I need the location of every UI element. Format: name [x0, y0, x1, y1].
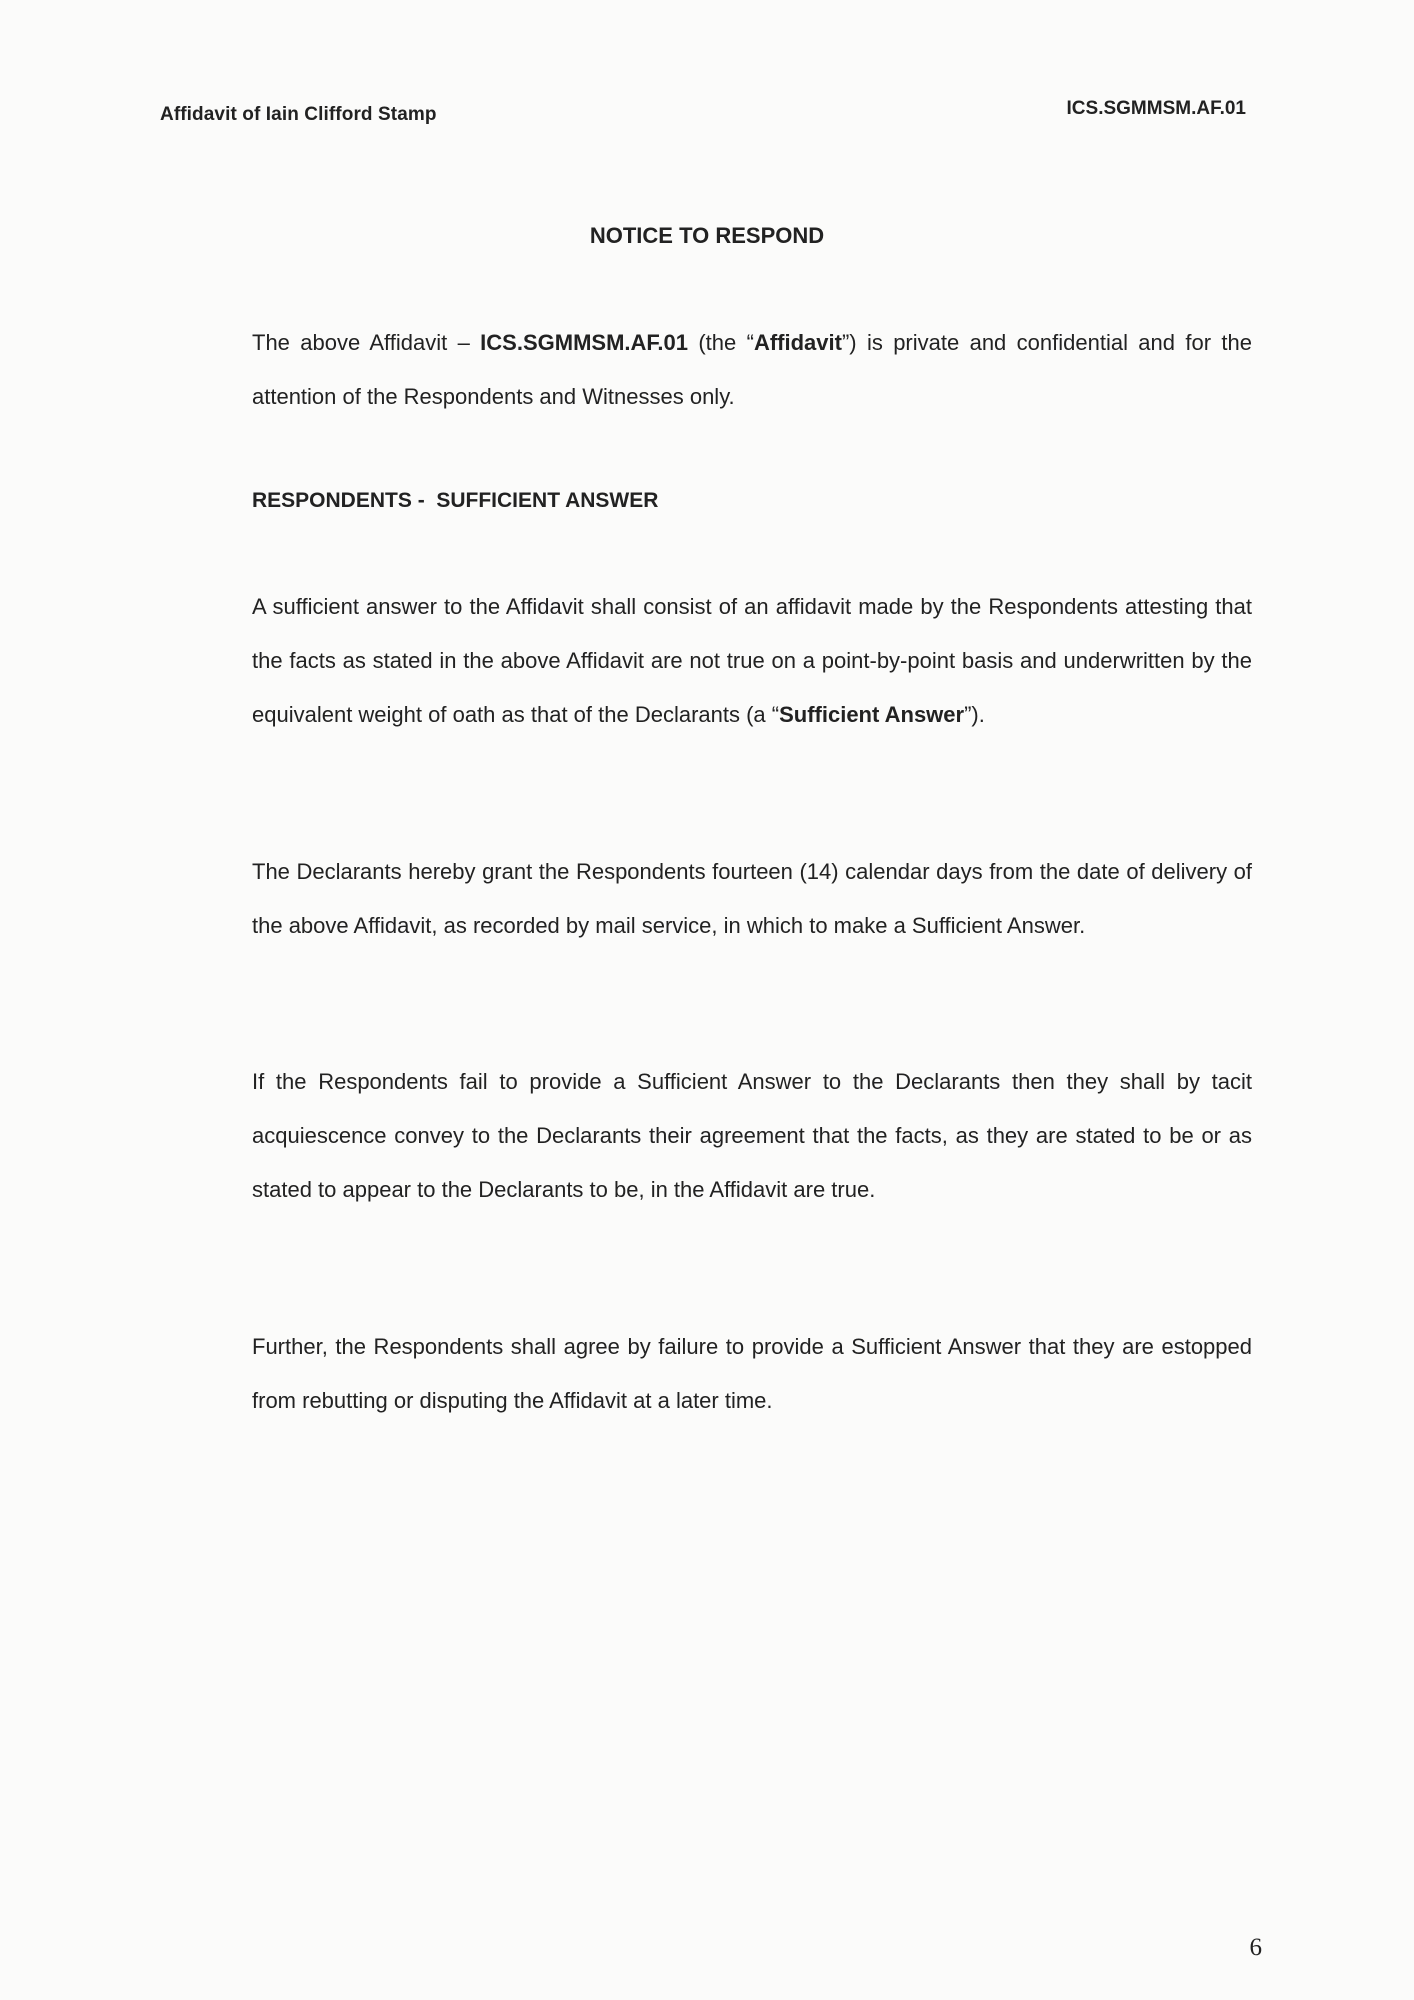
paragraph-time-grant [252, 845, 1252, 953]
paragraph1-suffix: ”). [964, 702, 985, 727]
section-heading: RESPONDENTS - SUFFICIENT ANSWER [252, 489, 659, 512]
paragraph4-text: Further, the Respondents shall agree by failure to provide a Sufficient Answer that they are estopped from rebutting or disputing the Affidavit at a later time. [252, 1334, 1252, 1413]
paragraph-sufficient-answer [252, 580, 1252, 742]
header-document-title: Affidavit of Iain Clifford Stamp [160, 104, 437, 125]
paragraph2-text: The Declarants hereby grant the Respondents fourteen (14) calendar days from the date of delivery of the above Affidavit, as recorded by mail service, in which to make a Sufficient Answer. [252, 859, 1252, 938]
intro-mid: (the “ [687, 330, 754, 355]
page-title: NOTICE TO RESPOND [589, 223, 825, 248]
header-document-code: ICS.SGMMSM.AF.01 [1066, 98, 1246, 119]
intro-suffix: ”) is private and confidential and for the attention of the Respondents and Witnesses only. [252, 330, 1252, 409]
paragraph1-term: Sufficient Answer [779, 702, 965, 727]
paragraph1-text: A sufficient answer to the Affidavit shall consist of an affidavit made by the Respondents attesting that the facts as stated in the above Affidavit are not true on a point-by-point basis and underwritten by the equivalent weight of oath as that of the Declarants (a “ [252, 594, 1252, 727]
page-number: 6 [1249, 1934, 1262, 1961]
paragraph3-text: If the Respondents fail to provide a Sufficient Answer to the Declarants then they shall by tacit acquiescence convey to the Declarants their agreement that the facts, as they are stated to be or as stated to appear to the Declarants to be, in the Affidavit are true. [252, 1069, 1252, 1202]
intro-prefix: The above Affidavit – [252, 330, 481, 355]
paragraph-failure [252, 1055, 1252, 1217]
intro-paragraph [252, 316, 1252, 424]
intro-code: ICS.SGMMSM.AF.01 [480, 330, 688, 355]
intro-term: Affidavit [753, 330, 842, 355]
paragraph-estoppel [252, 1320, 1252, 1428]
